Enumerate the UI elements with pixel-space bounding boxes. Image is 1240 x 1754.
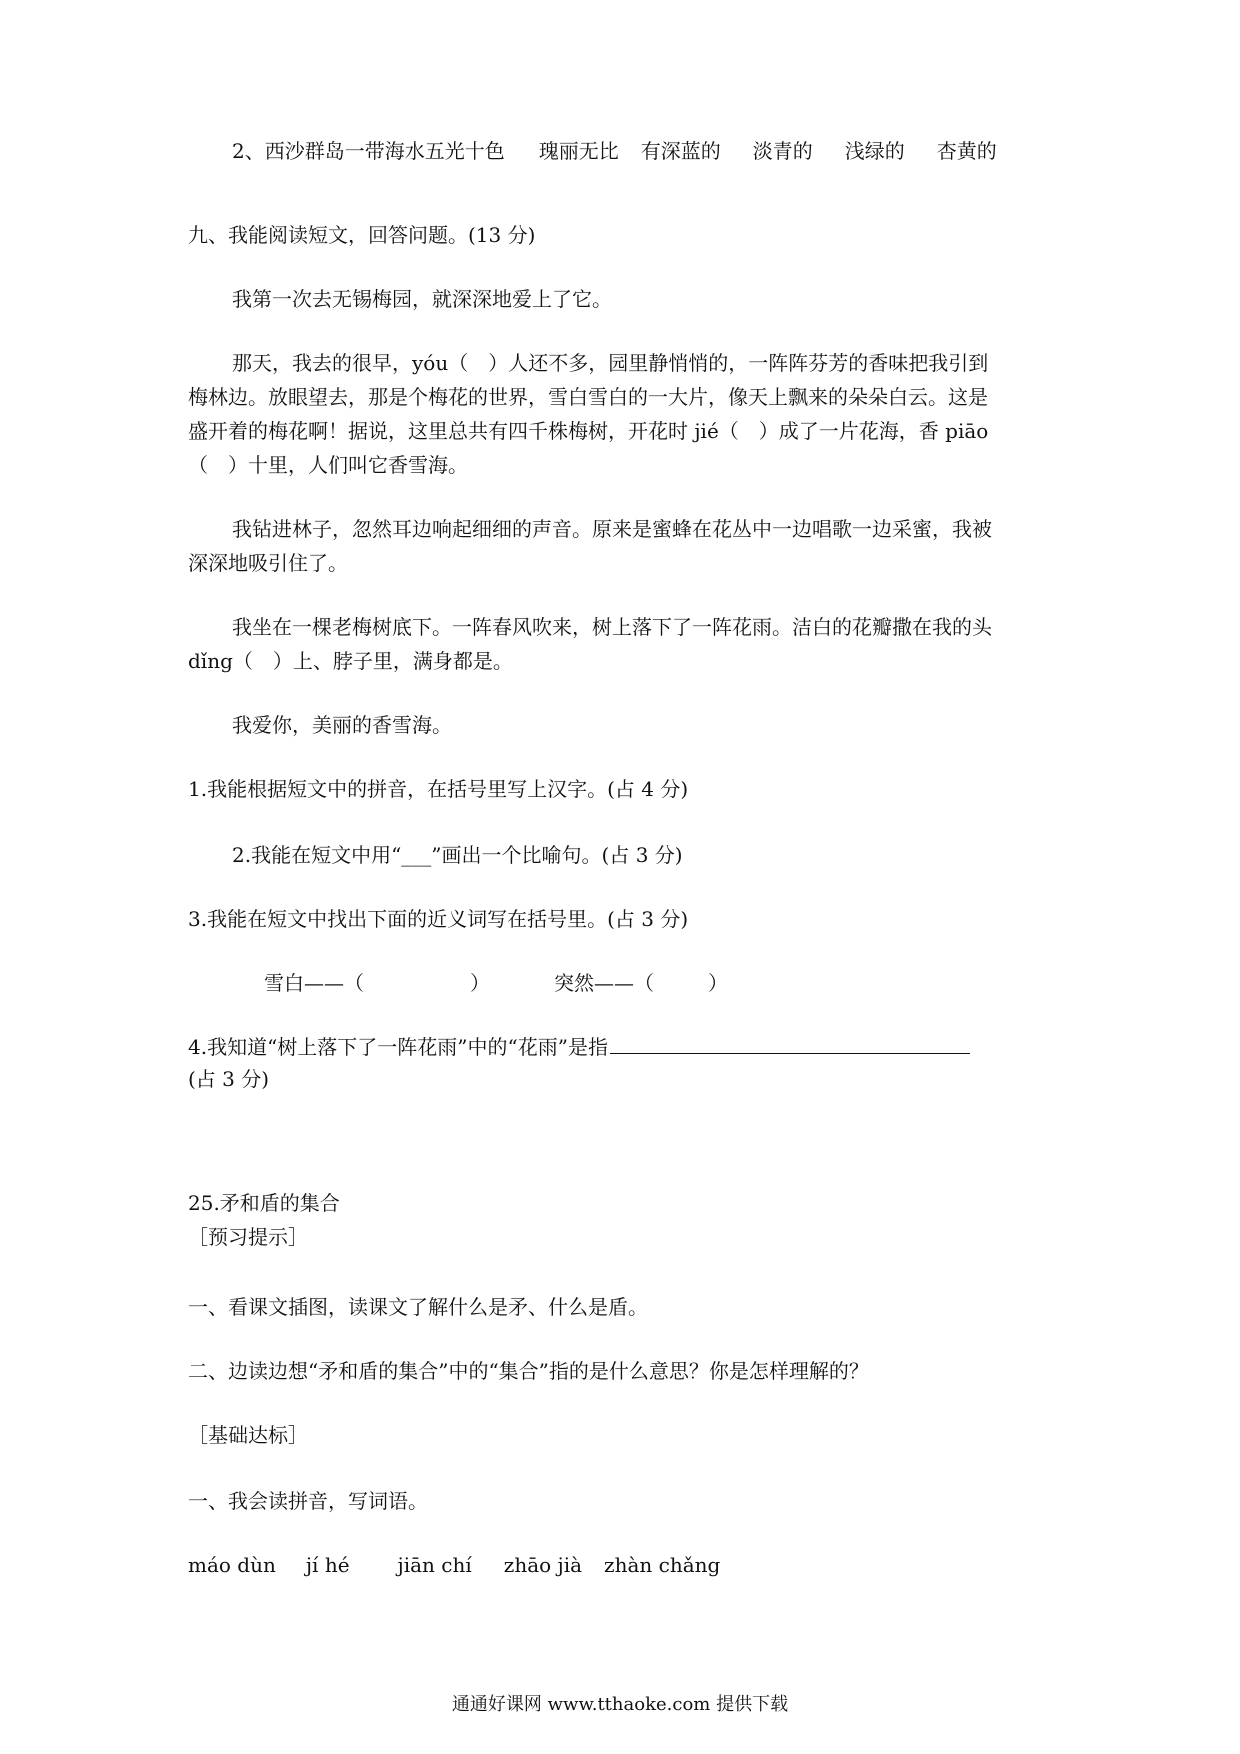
word-5: 杏黄的 [936, 139, 997, 163]
synonym-item-1: 雪白——（ [264, 971, 364, 995]
lesson-title: 25.矛和盾的集合 [188, 1191, 340, 1215]
paragraph-3-line-1: 我钻进林子，忽然耳边响起细细的声音。原来是蜜蜂在花丛中一边唱歌一边采蜜，我被 [232, 517, 992, 541]
pinyin-row [188, 1548, 720, 1582]
section-9-heading: 九、我能阅读短文，回答问题。(13 分) [188, 223, 536, 247]
answer-blank [610, 1031, 970, 1054]
paragraph-2-line-3: 盛开着的梅花啊！据说，这里总共有四千株梅树，开花时 jié（ ）成了一片花海，香 piāo [188, 419, 989, 443]
paragraph-3-line-2: 深深地吸引住了。 [188, 551, 348, 575]
question-3-items [264, 966, 728, 1000]
preview-item-2: 二、边读边想“矛和盾的集合”中的“集合”指的是什么意思？你是怎样理解的？ [188, 1359, 869, 1383]
paragraph-2-line-1: 那天，我去的很早，yóu（ ）人还不多，园里静悄悄的，一阵阵芬芳的香味把我引到 [232, 351, 989, 375]
question-4-text: 4.我知道“树上落下了一阵花雨”中的“花雨”是指 [188, 1035, 608, 1059]
paragraph-4-line-1: 我坐在一棵老梅树底下。一阵春风吹来，树上落下了一阵花雨。洁白的花瓣撒在我的头 [232, 615, 992, 639]
paragraph-4-line-2: dǐng（ ）上、脖子里，满身都是。 [188, 649, 513, 673]
paragraph-2-line-4: （ ）十里，人们叫它香雪海。 [188, 453, 468, 477]
pinyin-word-2: jí hé [305, 1553, 350, 1577]
pinyin-word-4: zhāo jià [503, 1553, 583, 1577]
question-2-label: 2、西沙群岛一带海水五光十色 [232, 139, 505, 163]
paragraph-2-line-2: 梅林边。放眼望去，那是个梅花的世界，雪白雪白的一大片，像天上飘来的朵朵白云。这是 [188, 385, 988, 409]
synonym-item-1-close: ） [470, 971, 490, 995]
question-2: 2.我能在短文中用“___”画出一个比喻句。(占 3 分) [232, 843, 683, 867]
question-4 [188, 1030, 970, 1064]
paragraph-5: 我爱你，美丽的香雪海。 [232, 713, 452, 737]
pinyin-word-1: máo dùn [188, 1553, 276, 1577]
pinyin-word-5: zhàn chǎng [604, 1553, 721, 1577]
question-3: 3.我能在短文中找出下面的近义词写在括号里。(占 3 分) [188, 907, 689, 931]
word-4: 浅绿的 [844, 139, 905, 163]
pinyin-word-3: jiān chí [397, 1553, 472, 1577]
word-1: 瑰丽无比 [538, 139, 619, 163]
preview-tag: ［预习提示］ [188, 1225, 308, 1249]
question-1: 1.我能根据短文中的拼音，在括号里写上汉字。(占 4 分) [188, 777, 689, 801]
word-2: 有深蓝的 [640, 139, 721, 163]
paragraph-1: 我第一次去无锡梅园，就深深地爱上了它。 [232, 287, 612, 311]
question-2-line [232, 134, 997, 168]
basic-tag: ［基础达标］ [188, 1423, 308, 1447]
synonym-item-2-close: ） [708, 971, 728, 995]
question-4-score: (占 3 分) [188, 1067, 270, 1091]
preview-item-1: 一、看课文插图，读课文了解什么是矛、什么是盾。 [188, 1295, 648, 1319]
page-footer: 通通好课网 www.tthaoke.com 提供下载 [451, 1694, 789, 1715]
basic-item-1: 一、我会读拼音，写词语。 [188, 1489, 428, 1513]
synonym-item-2: 突然——（ [554, 971, 654, 995]
word-3: 淡青的 [752, 139, 813, 163]
